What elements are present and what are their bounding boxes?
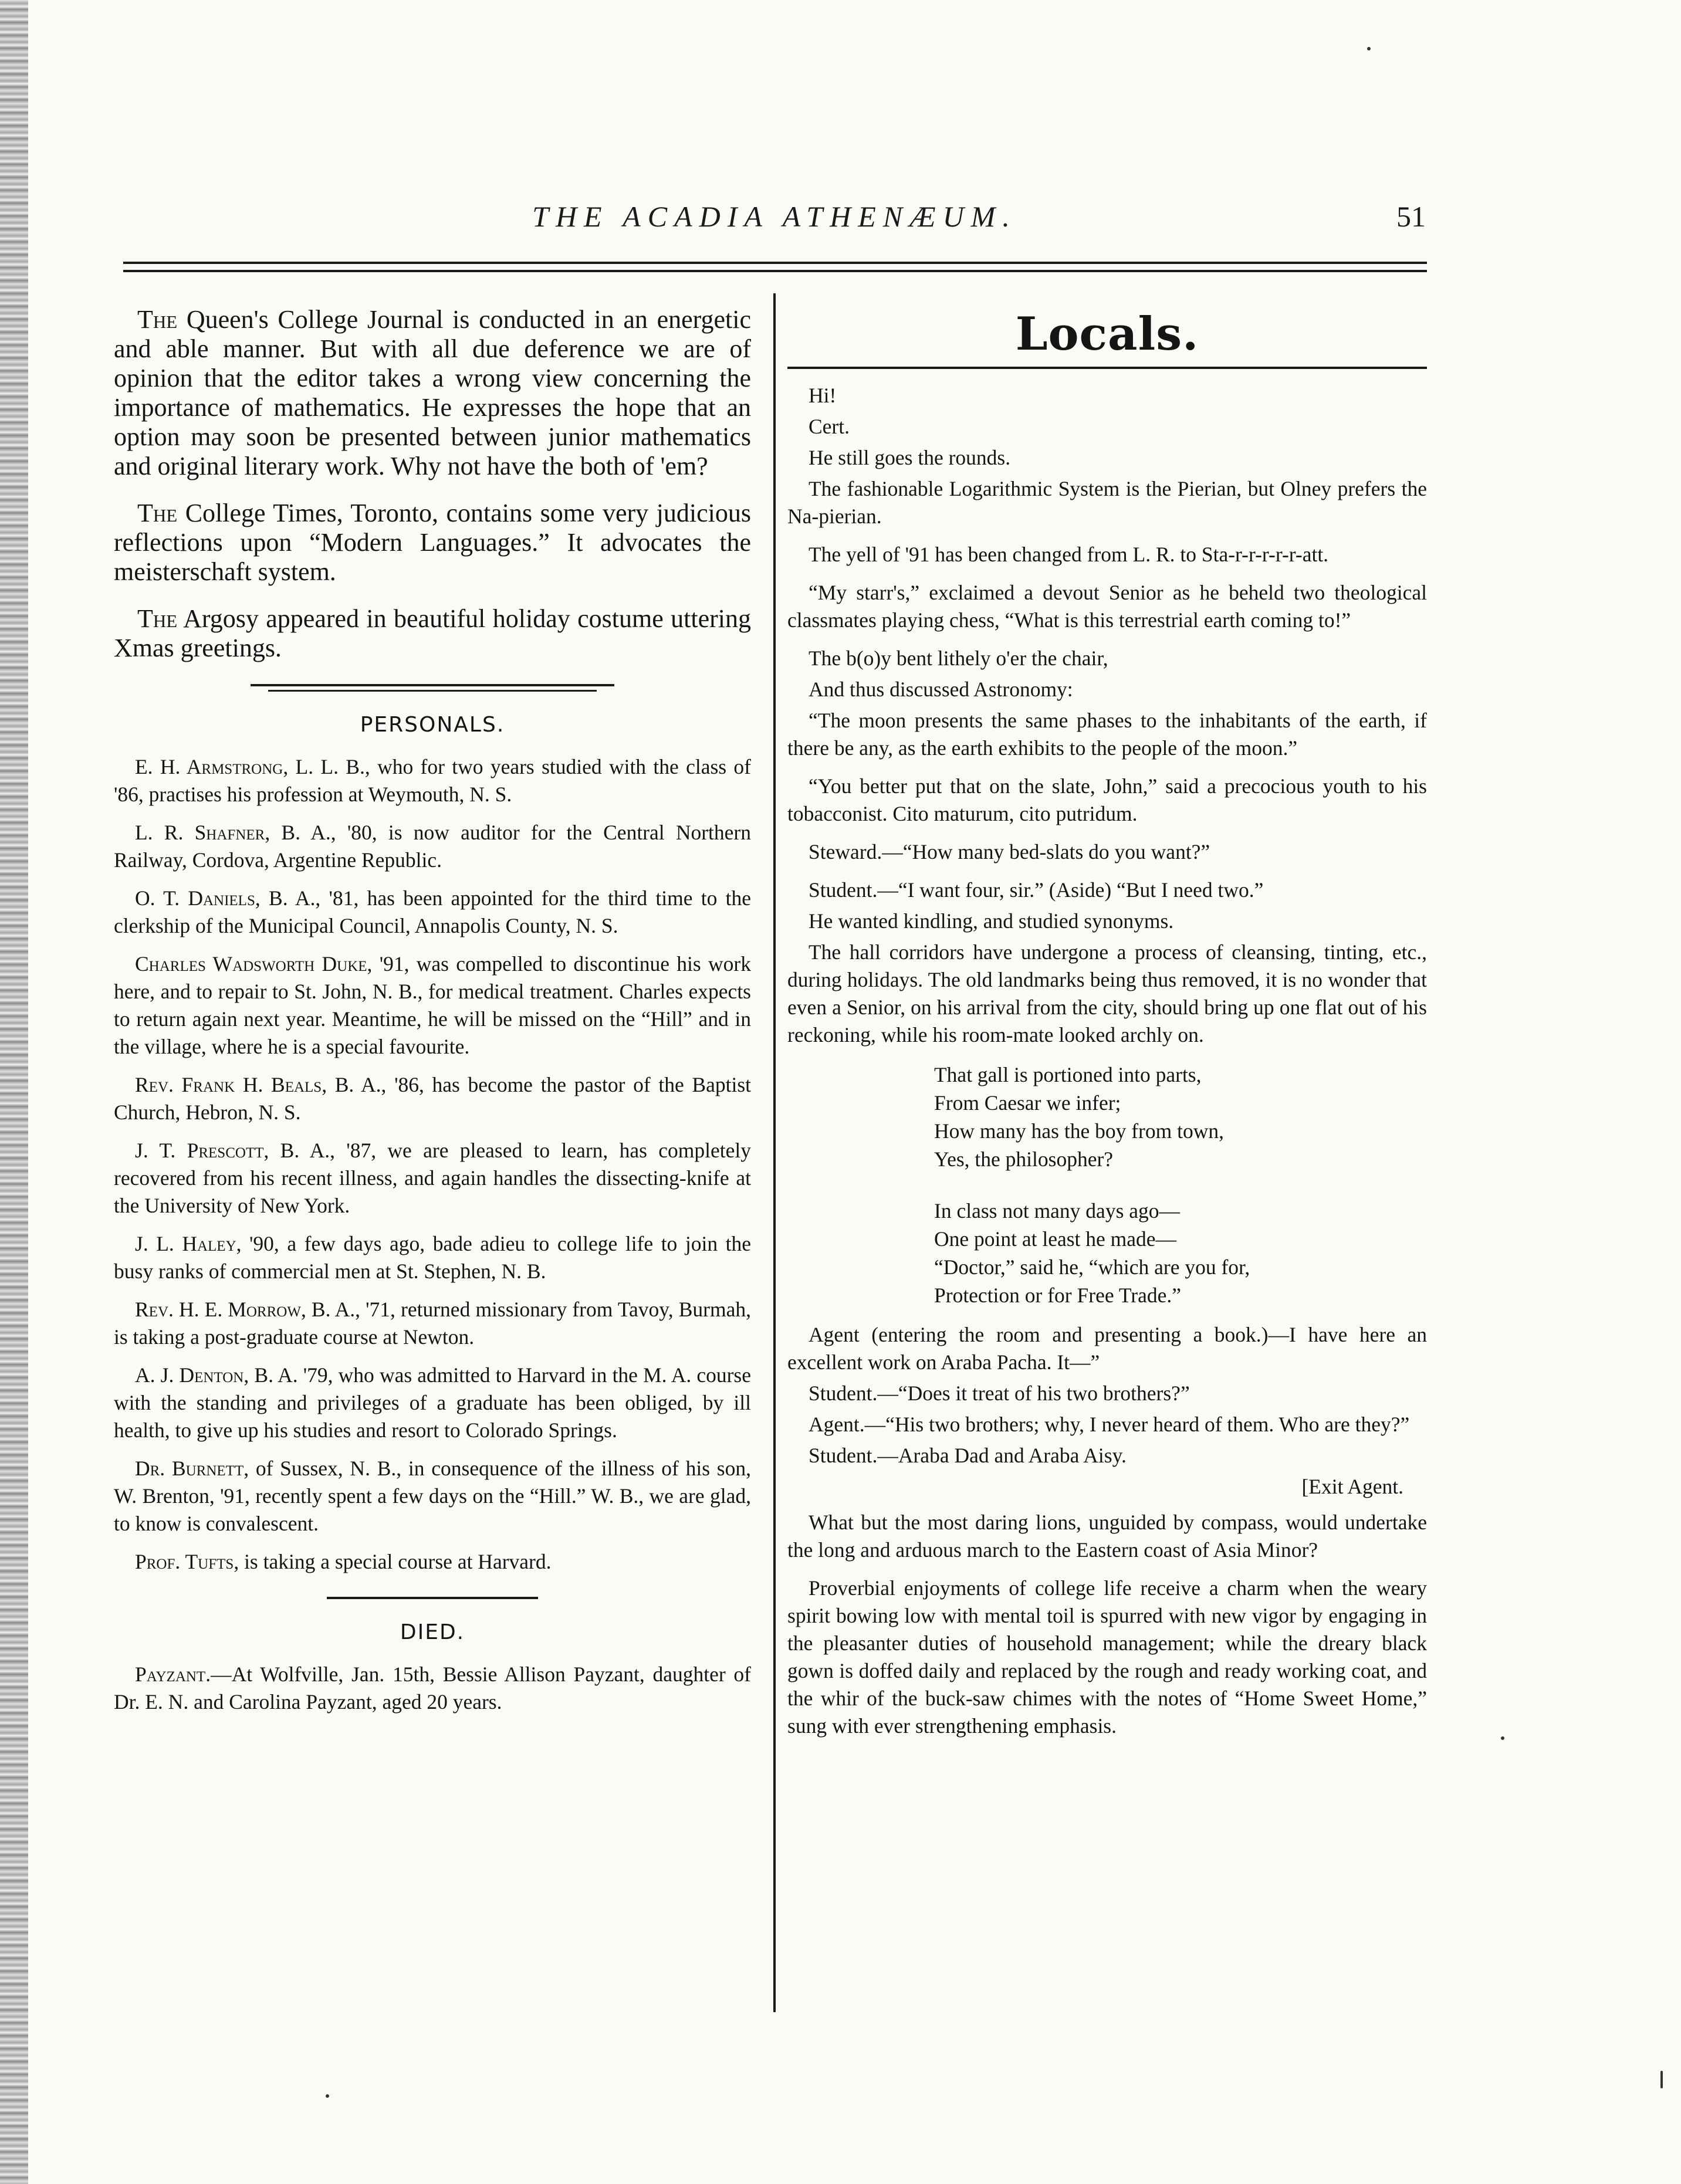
died-notice xyxy=(114,1661,751,1716)
poem-line: Protection or for Free Trade.” xyxy=(934,1284,1181,1307)
person-name: J. L. Haley xyxy=(135,1232,236,1255)
personal-entry xyxy=(114,753,751,808)
journal-title: THE ACADIA ATHENÆUM. xyxy=(532,200,1017,233)
speck xyxy=(1660,2071,1663,2088)
column-divider xyxy=(773,293,776,2012)
section-divider-ornament xyxy=(114,684,751,692)
local-item: What but the most daring lions, unguided by compass, would undertake the long and arduous march to the Eastern coast of Asia Minor? xyxy=(787,1511,1427,1562)
page-number: 51 xyxy=(1396,200,1426,233)
exchanges-section xyxy=(114,305,751,663)
poem-line: That gall is portioned into parts, xyxy=(934,1063,1202,1086)
local-item: The hall corridors have undergone a process of cleansing, tinting, etc., during holidays. The old landmarks being thus removed, it is no wonder that even a Senior, on his arrival from the city, should bring up one flat out of his reckoning, while his room-mate looked archly on. xyxy=(787,940,1427,1047)
locals-heading: Locals. xyxy=(1015,307,1199,361)
dialogue-line: Agent.—“His two brothers; why, I never heard of them. Who are they?” xyxy=(809,1413,1410,1436)
section-divider-ornament xyxy=(114,1597,751,1599)
dialogue-line: Student.—Araba Dad and Araba Aisy. xyxy=(809,1444,1127,1467)
exchange-paragraph xyxy=(114,604,751,663)
poem-line: “Doctor,” said he, “which are you for, xyxy=(934,1255,1250,1279)
locals-dialogue xyxy=(787,1321,1427,1469)
locals-items xyxy=(787,382,1427,1049)
entry-text: , '90, a few days ago, bade adieu to college life to join the busy ranks of commercial men at St. Stephen, N. B. xyxy=(114,1232,751,1283)
local-item: Student.—“I want four, sir.” (Aside) “But I need two.” xyxy=(809,878,1264,902)
local-item: He wanted kindling, and studied synonyms. xyxy=(809,909,1174,933)
person-name: E. H. Armstrong xyxy=(135,755,283,778)
personal-entry xyxy=(114,1071,751,1126)
person-name: Dr. Burnett xyxy=(135,1457,244,1480)
local-item: The b(o)y bent lithely o'er the chair, xyxy=(809,646,1108,670)
person-name: J. T. Prescott xyxy=(135,1139,264,1162)
speck xyxy=(1501,1736,1504,1740)
obituary-name: Payzant. xyxy=(135,1662,211,1686)
left-column xyxy=(114,305,751,1726)
person-name: A. J. Denton xyxy=(135,1363,244,1387)
paragraph-text: College Times, Toronto, contains some very judicious reflections upon “Modern Languages.” It advocates the meisterschaft system. xyxy=(114,499,751,586)
personal-entry xyxy=(114,950,751,1061)
entry-text: , B. A., '87, we are pleased to learn, has completely recovered from his recent illness, and again handles the dissecting-knife at the University of New York. xyxy=(114,1139,751,1217)
local-item: “You better put that on the slate, John,” said a precocious youth to his tobacconist. Cito maturum, cito putridum. xyxy=(787,774,1427,825)
local-item: He still goes the rounds. xyxy=(809,446,1011,469)
person-name: Charles Wadsworth Duke xyxy=(135,952,367,976)
obituary-entry xyxy=(114,1661,751,1716)
entry-text: , B. A., '71, returned missionary from Tavoy, Burmah, is taking a post-graduate course at Newton. xyxy=(114,1298,751,1349)
obituary-text: —At Wolfville, Jan. 15th, Bessie Allison Payzant, daughter of Dr. E. N. and Carolina Payzant, aged 20 years. xyxy=(114,1662,751,1714)
locals-closing xyxy=(787,1509,1427,1740)
person-name: O. T. Daniels xyxy=(135,886,255,910)
page-binding-edge xyxy=(0,0,28,2184)
paragraph-text: Queen's College Journal is conducted in an energetic and able manner. But with all due deference we are of opinion that the editor takes a wrong view concerning the importance of mathematics. He expresses the hope that an option may soon be presented between junior mathematics and original literary work. Why not have the both of 'em? xyxy=(114,305,751,480)
person-name: Prof. Tufts xyxy=(135,1550,234,1573)
exchange-paragraph xyxy=(114,499,751,587)
local-item: “The moon presents the same phases to the inhabitants of the earth, if there be any, as the earth exhibits to the people of the moon.” xyxy=(787,709,1427,760)
entry-text: , B. A., '86, has become the pastor of the Baptist Church, Hebron, N. S. xyxy=(114,1073,751,1124)
poem-line: How many has the boy from town, xyxy=(934,1119,1224,1143)
poem-line: One point at least he made— xyxy=(934,1227,1177,1251)
lead-word: The xyxy=(137,604,178,633)
local-item: The yell of '91 has been changed from L. R. to Sta-r-r-r-r-r-att. xyxy=(809,543,1329,566)
header-rule-bottom xyxy=(123,270,1427,272)
speck xyxy=(1367,47,1371,50)
personals-list xyxy=(114,753,751,1576)
local-item: “My starr's,” exclaimed a devout Senior as he beheld two theological classmates playing chess, “What is this terrestrial earth coming to!” xyxy=(787,581,1427,632)
entry-text: , '91, was compelled to discontinue his work here, and to repair to St. John, N. B., for medical treatment. Charles expects to return again next year. Meantime, he will be missed on the “Hill” and in the village, where he is a special favourite. xyxy=(114,952,751,1058)
person-name: Rev. Frank H. Beals xyxy=(135,1073,322,1096)
poem-line: From Caesar we infer; xyxy=(934,1091,1121,1115)
personal-entry xyxy=(114,1548,751,1576)
right-column xyxy=(787,305,1427,1750)
entry-text: , B. A. '79, who was admitted to Harvard in the M. A. course with the standing and privileges of a graduate has been obliged, by ill health, to give up his studies and resort to Colorado Springs. xyxy=(114,1363,751,1442)
entry-text: , of Sussex, N. B., in consequence of the illness of his son, W. Brenton, '91, recently spent a few days on the “Hill.” W. B., we are glad, to know is convalescent. xyxy=(114,1457,751,1535)
entry-text: , B. A., '80, is now auditor for the Central Northern Railway, Cordova, Argentine Republic. xyxy=(114,821,751,872)
entry-text: , is taking a special course at Harvard. xyxy=(234,1550,552,1573)
poem-line: In class not many days ago— xyxy=(934,1199,1181,1223)
local-item: The fashionable Logarithmic System is the Pierian, but Olney prefers the Na-pierian. xyxy=(787,477,1427,528)
personal-entry xyxy=(114,885,751,940)
personal-entry xyxy=(114,1455,751,1538)
paragraph-text: Argosy appeared in beautiful holiday costume uttering Xmas greetings. xyxy=(114,604,751,662)
lead-word: The xyxy=(137,499,178,527)
personal-entry xyxy=(114,1230,751,1285)
header-rule-top xyxy=(123,262,1427,264)
poem-line: Yes, the philosopher? xyxy=(934,1147,1114,1171)
person-name: Rev. H. E. Morrow xyxy=(135,1298,301,1321)
personal-entry xyxy=(114,819,751,874)
died-heading: DIED. xyxy=(400,1620,465,1644)
local-item: Hi! xyxy=(809,384,837,407)
personal-entry xyxy=(114,1137,751,1220)
entry-text: , B. A., '81, has been appointed for the third time to the clerkship of the Municipal Council, Annapolis County, N. S. xyxy=(114,886,752,937)
entry-text: , L. L. B., who for two years studied with the class of '86, practises his profession at Weymouth, N. S. xyxy=(114,755,751,806)
running-head xyxy=(123,199,1426,241)
locals-poem xyxy=(934,1061,1427,1309)
personal-entry xyxy=(114,1296,751,1351)
personals-heading: PERSONALS. xyxy=(360,713,505,737)
dialogue-line: Agent (entering the room and presenting a book.)—I have here an excellent work on Araba Pacha. It—” xyxy=(787,1323,1427,1374)
stage-direction: [Exit Agent. xyxy=(1301,1475,1403,1498)
locals-rule xyxy=(787,367,1427,369)
local-item: Proverbial enjoyments of college life receive a charm when the weary spirit bowing low with mental toil is spurred with new vigor by engaging in the pleasanter duties of household management; while the dreary black gown is doffed daily and replaced by the rough and ready working coat, and the whir of the buck-saw chimes with the notes of “Home Sweet Home,” sung with ever strengthening emphasis. xyxy=(787,1576,1427,1738)
stanza-break xyxy=(934,1173,1427,1197)
person-name: L. R. Shafner xyxy=(135,821,265,844)
lead-word: The xyxy=(137,305,178,334)
local-item: Cert. xyxy=(809,415,850,438)
personal-entry xyxy=(114,1362,751,1444)
local-item: And thus discussed Astronomy: xyxy=(809,678,1073,701)
local-item: Steward.—“How many bed-slats do you want?” xyxy=(809,840,1210,864)
exchange-paragraph xyxy=(114,305,751,481)
dialogue-line: Student.—“Does it treat of his two brothers?” xyxy=(809,1381,1190,1405)
speck xyxy=(326,2094,329,2098)
